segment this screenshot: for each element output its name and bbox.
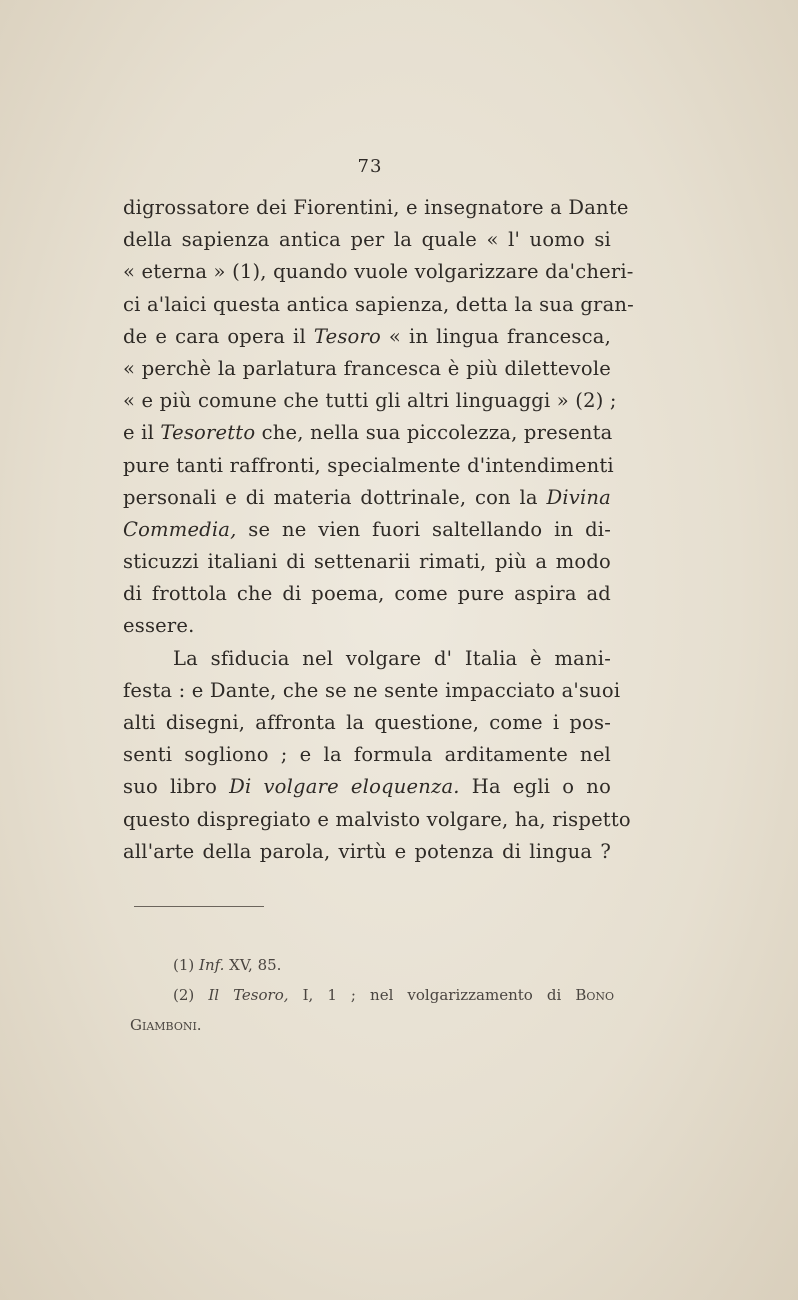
body-text: digrossatore dei Fiorentini, e insegnatore a Dante bbox=[123, 196, 629, 219]
body-italic-text: Divina bbox=[546, 485, 611, 509]
body-italic-text: Tesoretto bbox=[160, 421, 256, 445]
body-line bbox=[123, 482, 611, 514]
footnote-text: (1) bbox=[173, 956, 200, 974]
body-line bbox=[123, 321, 611, 353]
body-text: suo libro bbox=[123, 775, 230, 799]
footnote-divider bbox=[134, 906, 264, 907]
body-line bbox=[123, 643, 611, 675]
body-line bbox=[123, 771, 611, 803]
body-text: « in lingua francesca, bbox=[380, 324, 611, 348]
body-line bbox=[123, 224, 611, 256]
body-text bbox=[123, 192, 634, 868]
footnote-text: Giamboni. bbox=[130, 1016, 202, 1034]
body-line bbox=[123, 836, 611, 868]
body-italic-text: Di volgare eloquenza. bbox=[229, 775, 460, 799]
body-text: de e cara opera il bbox=[123, 324, 314, 348]
body-line bbox=[123, 289, 634, 321]
footnote-italic-text: Inf. bbox=[199, 956, 225, 974]
body-line bbox=[123, 385, 617, 417]
body-text: di frottola che di poema, come pure aspira ad bbox=[123, 582, 611, 606]
body-line bbox=[123, 417, 611, 449]
footnote-text: Bono bbox=[575, 986, 615, 1004]
body-line bbox=[123, 804, 631, 836]
body-text: « e più comune che tutti gli altri linguaggi » (2) ; bbox=[123, 389, 617, 413]
body-text: della sapienza antica per la quale « l' uomo si bbox=[123, 228, 611, 252]
footnotes bbox=[130, 950, 614, 1040]
body-italic-text: Commedia, bbox=[123, 517, 237, 541]
footnote-line bbox=[130, 1010, 614, 1040]
body-text: sticuzzi italiani di settenarii rimati, più a modo bbox=[123, 550, 611, 574]
body-line bbox=[123, 610, 611, 642]
body-text: personali e di materia dottrinale, con la bbox=[123, 485, 547, 509]
body-line bbox=[123, 450, 614, 482]
body-text: se ne vien fuori saltellando in di- bbox=[236, 517, 611, 541]
footnote-text: (2) bbox=[173, 986, 209, 1004]
footnote-text: I, 1 ; nel volgarizzamento di bbox=[288, 986, 576, 1004]
body-line bbox=[123, 256, 634, 288]
body-text: alti disegni, affronta la questione, come i pos- bbox=[123, 711, 611, 734]
body-text: senti sogliono ; e la formula arditamente nel bbox=[123, 743, 611, 767]
body-line bbox=[123, 707, 611, 739]
body-line bbox=[123, 546, 611, 578]
body-line bbox=[123, 739, 611, 771]
body-line bbox=[123, 578, 611, 610]
body-line bbox=[123, 192, 629, 224]
body-text: che, nella sua piccolezza, presenta bbox=[255, 421, 613, 445]
body-text: pure tanti raffronti, specialmente d'intendimenti bbox=[123, 453, 614, 477]
body-text: questo dispregiato e malvisto volgare, ha, rispetto bbox=[123, 807, 631, 831]
body-text: ci a'laici questa antica sapienza, detta la sua gran- bbox=[123, 292, 634, 316]
footnote-line bbox=[130, 980, 614, 1010]
body-text: festa : e Dante, che se ne sente impacciato a'suoi bbox=[123, 678, 621, 702]
body-text: « perchè la parlatura francesca è più dilettevole bbox=[123, 356, 611, 380]
body-text: essere. bbox=[123, 614, 195, 638]
body-text: Ha egli o no bbox=[459, 775, 612, 799]
body-italic-text: Tesoro bbox=[313, 324, 381, 348]
body-line bbox=[123, 514, 611, 546]
body-line bbox=[123, 675, 621, 707]
body-text: all'arte della parola, virtù e potenza di lingua ? bbox=[123, 839, 611, 863]
footnote-italic-text: Il Tesoro, bbox=[208, 986, 289, 1004]
body-text: La sfiducia nel volgare d' Italia è mani- bbox=[173, 646, 611, 670]
body-text: « eterna » (1), quando vuole volgarizzare da'cheri- bbox=[123, 260, 634, 284]
footnote-line bbox=[130, 950, 614, 980]
body-line bbox=[123, 353, 611, 385]
footnote-text: XV, 85. bbox=[224, 956, 282, 974]
page-number: 73 bbox=[357, 156, 383, 177]
body-text: e il bbox=[123, 421, 161, 445]
